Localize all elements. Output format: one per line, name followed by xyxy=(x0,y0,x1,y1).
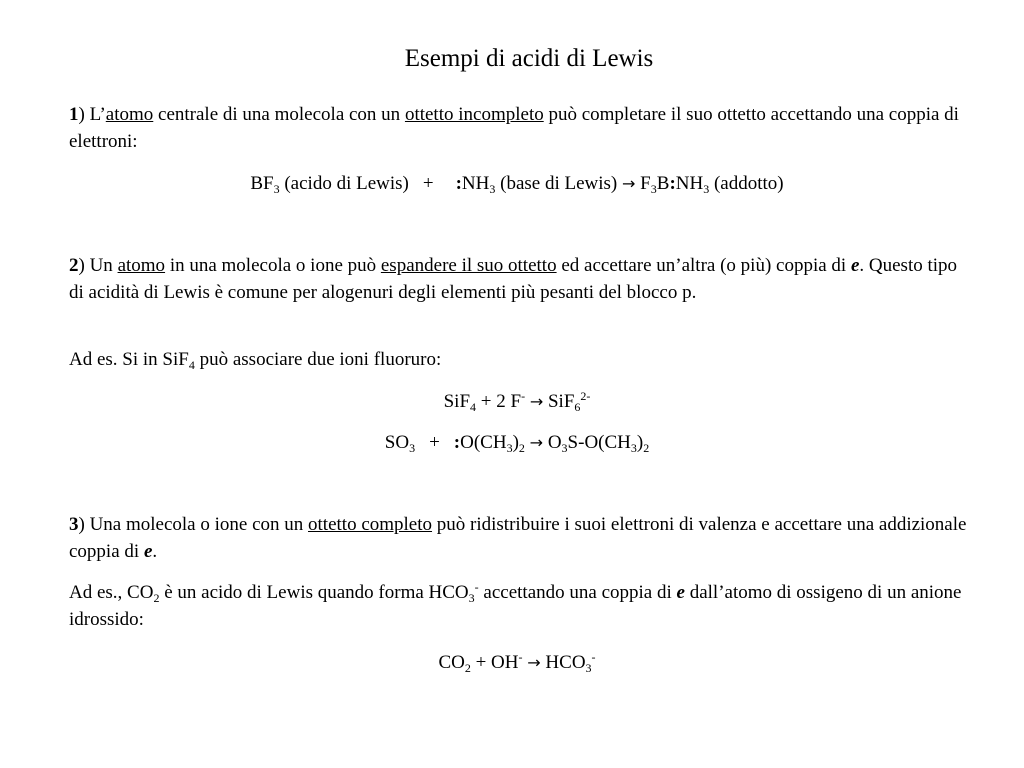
section-3-example: Ad es., $CO_2$ è un acido di Lewis quando forma $HCO_3^-$ accettando una coppia di e dall’atomo di ossigeno di un anione idrossido: xyxy=(69,580,962,630)
term-ottetto-completo: ottetto completo xyxy=(308,514,433,535)
reaction-arrow-icon: → xyxy=(622,174,636,193)
section-2-number: 2 xyxy=(69,255,79,276)
slide-title: Esempi di acidi di Lewis xyxy=(404,45,654,72)
equation-sif4: SiF$_4$ + 2 F- → SiF$_6^{2-}$ xyxy=(443,389,591,414)
reaction-arrow-icon: → xyxy=(529,433,544,452)
term-ottetto-incompleto: ottetto incompleto xyxy=(404,104,544,125)
reaction-arrow-icon: → xyxy=(529,392,544,411)
equation-bf3-nh3: $BF_3$ (acido di Lewis) + $:NH_3$ (base di Lewis) → $F_3B:NH_3$ (addotto) xyxy=(250,173,784,196)
equation-co2-oh: $CO_2 + OH^- \to HCO_3^-$ xyxy=(438,650,596,675)
equation-so3: $SO_3$ + $:O(CH_3)_2 \to O_3S-O(CH_3)_2$ xyxy=(384,432,650,455)
section-3-number: 3 xyxy=(69,514,79,535)
term-atomo-2: atomo xyxy=(117,255,166,276)
section-1-text: 1) L’atomo centrale di una molecola con un ottetto incompleto può completare il suo ottetto accettando una coppia di elettroni: xyxy=(69,104,959,152)
section-1-number: 1 xyxy=(69,104,79,125)
reaction-arrow-icon: → xyxy=(527,653,541,672)
term-espandere-ottetto: espandere il suo ottetto xyxy=(380,255,557,276)
section-2-text: 2) Un atomo in una molecola o ione può espandere il suo ottetto ed accettare un’altra (o più) coppia di e. Questo tipo di acidità di Lewis è comune per alogenuri degli elementi più pesanti del blocco p. xyxy=(69,255,958,303)
section-3-text: 3) Una molecola o ione con un ottetto completo può ridistribuire i suoi elettroni di valenza e accettare una addizionale coppia di e. xyxy=(69,514,967,562)
term-atomo: atomo xyxy=(105,104,154,125)
section-2-example: Ad es. Si in SiF$_4$ può associare due ioni fluoruro: xyxy=(69,349,442,372)
